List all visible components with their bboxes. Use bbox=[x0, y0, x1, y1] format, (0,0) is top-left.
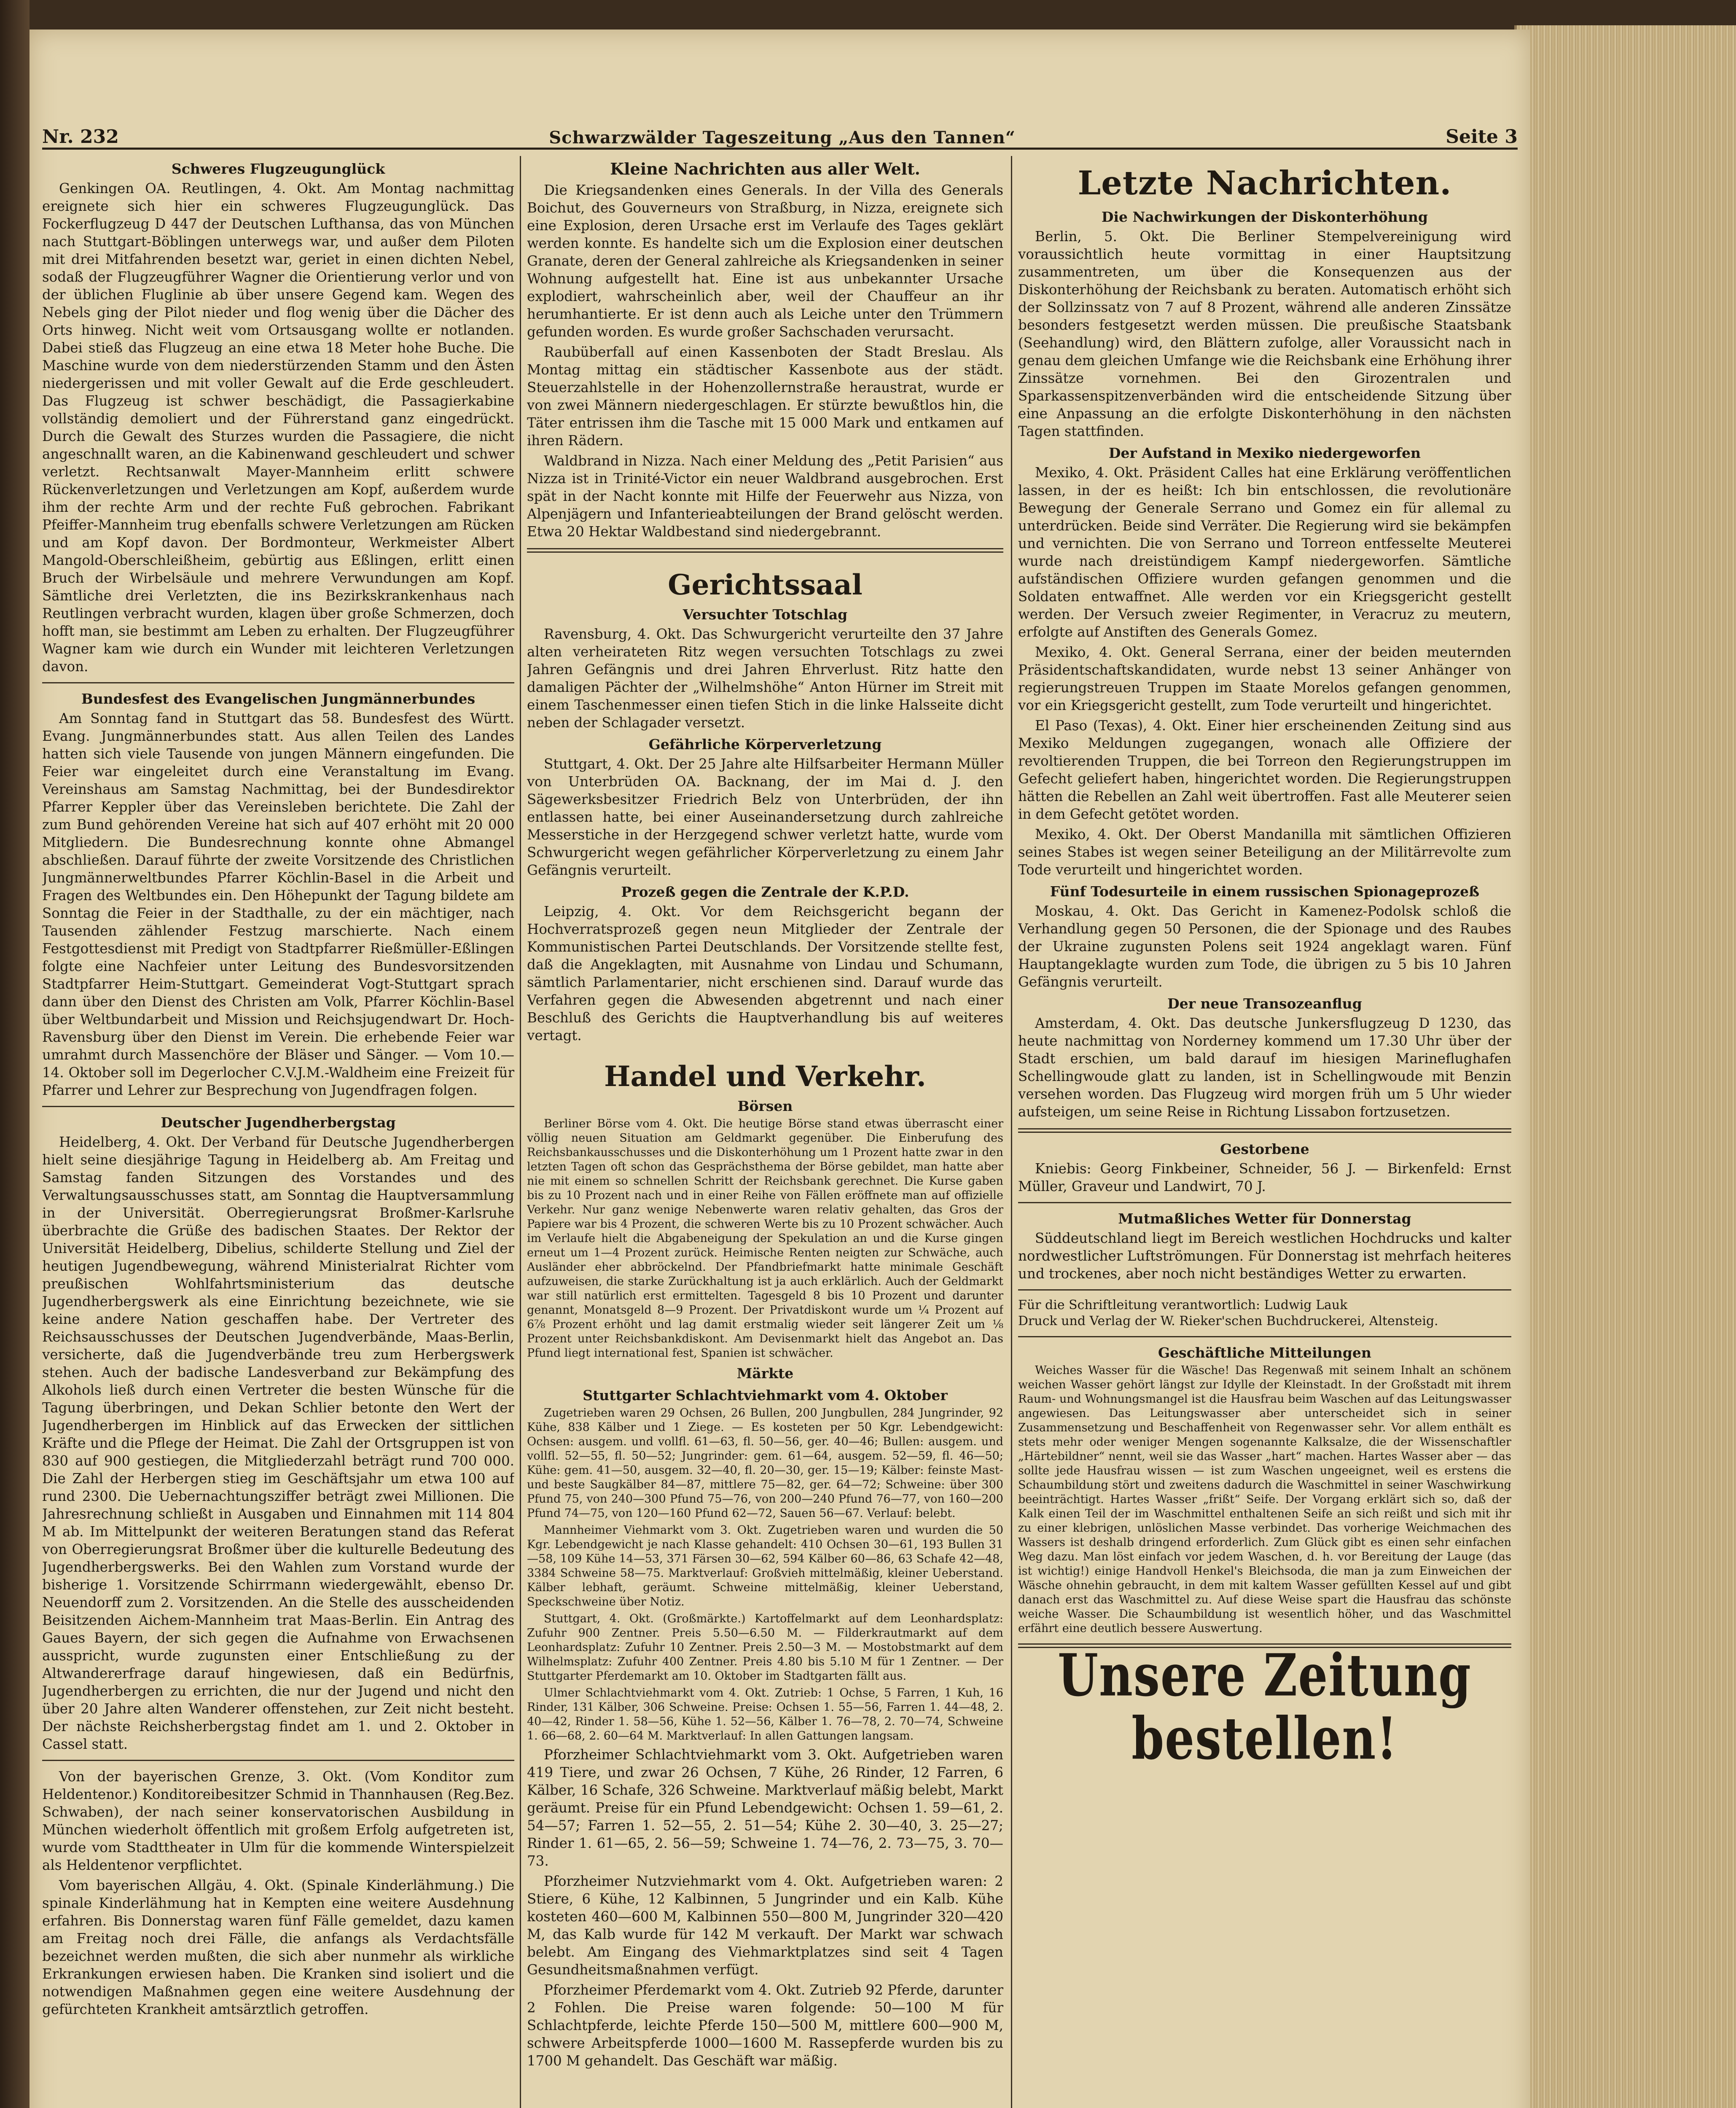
divider bbox=[527, 548, 1003, 553]
section-title: Handel und Verkehr. bbox=[604, 1060, 926, 1093]
article-text: Mexiko, 4. Okt. Präsident Calles hat eine Erklärung veröffentlichen lassen, in der es heißt: Ich bin entschlossen, die revolutionäre Bewegung der Generale Serrano und Gomez ein für allemal zu unterdrücken. Beide sind Verräter. Die Regierung wird sie bekämpfen und vernichten. Die von Serrano und Torreon entfesselte Meuterei wurde nach dreistündigem Kampf niedergeworfen. Sämtliche aufständischen Offiziere wurden gefangen genommen und die Soldaten entwaffnet. Alle werden vor ein Kriegsgericht gestellt werden. Der Versuch zweier Regimenter, in Veracruz zu meutern, erfolgte auf Anstiften des Generals Gomez. bbox=[1018, 465, 1511, 640]
page-number: Seite 3 bbox=[1446, 126, 1518, 148]
page-header bbox=[42, 118, 1518, 150]
article-text: Pforzheimer Pferdemarkt vom 4. Okt. Zutrieb 92 Pferde, darunter 2 Fohlen. Die Preise waren folgende: 50—100 M für Schlachtpferde, leichte Pferde 150—500 M, mittlere 600—900 M, schwere Arbeitspferde 1000—1600 M. Rassepferde wurden bis zu 1700 M gehandelt. Das Geschäft war mäßig. bbox=[527, 1982, 1003, 2069]
article-title: Gefährliche Körperverletzung bbox=[648, 736, 882, 753]
article-title: Deutscher Jugendherbergstag bbox=[161, 1114, 396, 1131]
column-3 bbox=[1018, 156, 1511, 2108]
article-text: Genkingen OA. Reutlingen, 4. Okt. Am Montag nachmittag ereignete sich hier ein schweres Flugzeugunglück. Das Fockerflugzeug D 447 der Deutschen Lufthansa, das von München nach Stuttgart-Böblingen unterwegs war, und außer dem Piloten mit drei Mitfahrenden besetzt war, geriet in einen dichten Nebel, sodaß der Flugzeugführer Wagner die Orientierung verlor und von der üblichen Fluglinie ab über unsere Gegend kam. Wegen des Nebels ging der Pilot nieder und flog wenig über die Dächer des Orts hinweg. Nicht weit vom Ortsausgang wollte er notlanden. Dabei stieß das Flugzeug an eine etwa 18 Meter hohe Buche. Die Maschine wurde von dem niederstürzenden Stamm und den Ästen niedergerissen und mit voller Gewalt auf die Erde geschleudert. Das Flugzeug ist schwer beschädigt, die Passagierkabine vollständig demoliert und der Führerstand ganz eingedrückt. Durch die Gewalt des Sturzes wurden die Passagiere, die nicht angeschnallt waren, an die Kabinenwand geschleudert und schwer verletzt. Rechtsanwalt Mayer-Mannheim erlitt schwere Rückenverletzungen und Verletzungen am Kopf, außerdem wurde ihm der rechte Arm und der rechte Fuß gebrochen. Fabrikant Pfeiffer-Mannheim trug ebenfalls schwere Verletzungen am Rücken und am Kopf davon. Der Bordmonteur, Werkmeister Albert Mangold-Oberschleißheim, gebürtig aus Eßlingen, erlitt einen Bruch der Wirbelsäule und mehrere Verwundungen am Kopf. Sämtliche drei Verletzten, die ins Bezirkskrankenhaus nach Reutlingen verbracht wurden, klagen über große Schmerzen, doch hofft man, sie bestimmt am Leben zu erhalten. Der Flugzeugführer Wagner kam wie durch ein Wunder mit leichteren Verletzungen davon. bbox=[42, 180, 514, 675]
newspaper-title: Schwarzwälder Tageszeitung „Aus den Tannen“ bbox=[549, 128, 1016, 148]
weather-text: Süddeutschland liegt im Bereich westlichen Hochdrucks und kalter nordwestlicher Luftströmungen. Für Donnerstag ist mehrfach heiteres und trockenes, aber noch nicht beständiges Wetter zu erwarten. bbox=[1018, 1230, 1511, 1282]
article-text: Pforzheimer Schlachtviehmarkt vom 3. Okt. Aufgetrieben waren 419 Tiere, und zwar 26 Ochsen, 7 Kühe, 26 Rinder, 12 Farren, 6 Kälber, 16 Schafe, 326 Schweine. Marktverlauf mäßig belebt, Markt geräumt. Preise für ein Pfund Lebendgewicht: Ochsen 1. 59—61, 2. 54—57; Farren 1. 52—55, 2. 51—54; Kühe 2. 30—40, 3. 25—27; Rinder 1. 61—65, 2. 56—59; Schweine 1. 74—76, 2. 73—75, 3. 70—73. bbox=[527, 1747, 1003, 1869]
imprint-line: Druck und Verlag der W. Rieker'schen Buchdruckerei, Altensteig. bbox=[1018, 1314, 1438, 1328]
article-text: Weiches Wasser für die Wäsche! Das Regenwaß mit seinem Inhalt an schönem weichen Wasser gehört längst zur Idylle der Kleinstadt. In der Großstadt mit ihrem Raum- und Wohnungsmangel ist die Hausfrau beim Waschen auf das Leitungswasser angewiesen. Das Leitungswasser aber unterscheidet sich in seiner Zusammensetzung und Beschaffenheit von Regenwasser sehr. Vor allem enthält es stets mehr oder weniger Mengen sogenannte Kalksalze, die der Wissenschaftler „Härtebildner“ nennt, weil sie das Wasser „hart“ machen. Hartes Wasser aber — das sollte jede Hausfrau wissen — ist zum Waschen ungeeignet, weil es erstens die Schaumbildung stört und zweitens dadurch die Waschmittel in seiner Waschwirkung beeinträchtigt. Hartes Wasser „frißt“ Seife. Der Vorgang erklärt sich so, daß der Kalk einen Teil der im Waschmittel enthaltenen Seife an sich reißt und sich mit ihr zu einer klebrigen, unlöslichen Masse verbindet. Das vorherige Weichmachen des Wassers ist deshalb dringend erforderlich. Zum Glück gibt es einen sehr einfachen Weg dazu. Man löst einfach vor jedem Waschen, d. h. vor Bereitung der Lauge (das ist wichtig!) einige Handvoll Henkel's Bleichsoda, die man ja zum Einweichen der Wäsche ohnehin gebraucht, in dem mit kaltem Wasser gefüllten Kessel auf und gibt danach erst das Waschmittel zu. Auf diese Weise spart die Hausfrau das schönste weiche Wasser. Die Schaumbildung ist wesentlich höher, und das Waschmittel erfährt eine deutlich bessere Auswertung. bbox=[1018, 1364, 1511, 1635]
imprint-line: Für die Schriftleitung verantwortlich: Ludwig Lauk bbox=[1018, 1298, 1348, 1312]
article-text: Mexiko, 4. Okt. Der Oberst Mandanilla mit sämtlichen Offizieren seines Stabes ist wegen seiner Beteiligung an der Militärrevolte zum Tode verurteilt und hingerichtet worden. bbox=[1018, 826, 1511, 878]
article-title: Der Aufstand in Mexiko niedergeworfen bbox=[1108, 445, 1421, 461]
article-title: Die Nachwirkungen der Diskonterhöhung bbox=[1101, 209, 1428, 225]
article-text: Mannheimer Viehmarkt vom 3. Okt. Zugetrieben waren und wurden die 50 Kgr. Lebendgewicht je nach Klasse gehandelt: 410 Ochsen 30—61, 193 Bullen 31—58, 109 Kühe 14—53, 371 Färsen 30—62, 594 Kälber 60—86, 63 Schafe 42—48, 3384 Schweine 58—75. Marktverlauf: Großvieh mittelmäßig, kleiner Ueberstand. Kälber lebhaft, geräumt. Schweine mittelmäßig, kleiner Ueberstand, Speckschweine über Notiz. bbox=[527, 1524, 1003, 1608]
article-title: Stuttgarter Schlachtviehmarkt vom 4. Oktober bbox=[583, 1387, 948, 1404]
article-title: Börsen bbox=[737, 1098, 793, 1114]
divider bbox=[1018, 1128, 1511, 1133]
column-rule bbox=[1011, 156, 1012, 2108]
article-text: Am Sonntag fand in Stuttgart das 58. Bundesfest des Württ. Evang. Jungmännerbundes statt. Aus allen Teilen des Landes hatten sich viele Tausende von jungen Männern eingefunden. Die Feier war eingeleitet durch eine Veranstaltung im Evang. Vereinshaus am Samstag Nachmittag, bei der Bundesdirektor Pfarrer Keppler über das Vereinsleben berichtete. Die Zahl der zum Bund gehörenden Vereine hat sich auf 407 erhöht mit 20 000 Mitgliedern. Die Bundesrechnung konnte ohne Abmangel abschließen. Darauf führte der zweite Vorsitzende des Christlichen Jungmännerweltbundes Pfarrer Köchlin-Basel in die Arbeit und Fragen des Weltbundes ein. Den Höhepunkt der Tagung bildete am Sonntag die Feier in der Stadthalle, zu der ein mächtiger, nach Tausenden zählender Festzug marschierte. Nach einem Festgottesdienst mit Predigt von Stadtpfarrer Rießmüller-Eßlingen folgte eine Nachfeier unter Leitung des Bundesvorsitzenden Stadtpfarrer Heim-Stuttgart. Gemeinderat Vogt-Stuttgart sprach dann über den Dienst des Christen am Volk, Pfarrer Köchlin-Basel über Weltbundarbeit und Mission und Reichsjugendwart Dr. Hoch-Ravensburg über den Dienst im Verein. Die erhebende Feier war umrahmt durch Massenchöre der Bläser und Sänger. — Vom 10.—14. Oktober soll im Degerlocher C.V.J.M.-Waldheim eine Freizeit für Pfarrer und Lehrer zur Besprechung von Jugendfragen folgen. bbox=[42, 710, 514, 1098]
article-text: Amsterdam, 4. Okt. Das deutsche Junkersflugzeug D 1230, das heute nachmittag von Norderney kommend um 17.30 Uhr über der Stadt erschien, um bald darauf im hiesigen Marineflughafen Schellingwoude glatt zu landen, ist in Schellingwoude mit Benzin versehen worden. Das Flugzeug wird morgen früh um 5 Uhr wieder aufsteigen, um seine Reise in Richtung Lissabon fortzusetzen. bbox=[1018, 1015, 1511, 1120]
divider bbox=[42, 682, 514, 683]
newspaper-page bbox=[30, 30, 1530, 2108]
column-2 bbox=[527, 156, 1003, 2108]
issue-number: Nr. 232 bbox=[42, 126, 119, 148]
section-title: Kleine Nachrichten aus aller Welt. bbox=[610, 159, 920, 178]
article-text: Vom bayerischen Allgäu, 4. Okt. (Spinale Kinderlähmung.) Die spinale Kinderlähmung hat in Kempten eine weitere Ausdehnung erfahren. Bis Donnerstag waren fünf Fälle gemeldet, dazu kamen am Freitag noch drei Fälle, die anfangs als Verdachtsfälle bezeichnet werden mußten, die sich aber nunmehr als wirkliche Erkrankungen erwiesen haben. Die Kranken sind isoliert und die notwendigen Maßnahmen gegen eine weitere Ausdehnung der gefürchteten Krankheit amtsärztlich getroffen. bbox=[42, 1877, 514, 2017]
obituary-text: Kniebis: Georg Finkbeiner, Schneider, 56 J. — Birkenfeld: Ernst Müller, Graveur und Landwirt, 70 J. bbox=[1018, 1161, 1511, 1194]
scan-edge-left bbox=[0, 0, 30, 2108]
article-text: Leipzig, 4. Okt. Vor dem Reichsgericht begann der Hochverratsprozeß gegen neun Mitglieder der Zentrale der Kommunistischen Partei Deutschlands. Der Vorsitzende stellte fest, daß die Angeklagten, mit Ausnahme von Lindau und Schumann, sämtlich Parlamentarier, nicht erschienen sind. Darauf wurde das Verfahren gegen die Abwesenden abgetrennt und nach einer Beschluß des Gerichts die Hauptverhandlung bis auf weiteres vertagt. bbox=[527, 903, 1003, 1043]
article-text: El Paso (Texas), 4. Okt. Einer hier erscheinenden Zeitung sind aus Mexiko Meldungen zugegangen, wonach alle Offiziere der revoltierenden Truppen, die bei Torreon den Regierungstruppen im Gefecht geliefert haben, hingerichtet worden. Die Regierungstruppen hätten die Rebellen an Zahl weit übertroffen. Fast alle Meuterer seien in dem Gefecht getötet worden. bbox=[1018, 718, 1511, 822]
article-text: Ravensburg, 4. Okt. Das Schwurgericht verurteilte den 37 Jahre alten verheirateten Ritz wegen versuchten Totschlags zu zwei Jahren Gefängnis und drei Jahren Ehrverlust. Ritz hatte den damaligen Pächter der „Wilhelmshöhe“ Anton Hürner im Streit mit einem Taschenmesser einen tiefen Stich in die linke Halsseite dicht neben der Schlagader versetzt. bbox=[527, 626, 1003, 731]
article-text: Zugetrieben waren 29 Ochsen, 26 Bullen, 200 Jungbullen, 284 Jungrinder, 92 Kühe, 838 Kälber und 1 Ziege. — Es kosteten per 50 Kgr. Lebendgewicht: Ochsen: ausgem. und vollfl. 61—63, fl. 50—56, ger. 40—46; Bullen: ausgem. und vollfl. 52—55, fl. 50—52; Jungrinder: gem. 61—64, ausgem. 52—59, fl. 46—50; Kühe: gem. 41—50, ausgem. 32—40, fl. 20—30, ger. 15—19; Kälber: feinste Mast- und beste Saugkälber 84—87, mittlere 75—82, ger. 64—72; Schweine: über 300 Pfund 75, von 240—300 Pfund 75—76, von 200—240 Pfund 76—77, von 160—200 Pfund 74—75, von 120—160 Pfund 62—72, Sauen 56—67. Verlauf: belebt. bbox=[527, 1406, 1003, 1520]
article-title: Geschäftliche Mitteilungen bbox=[1158, 1344, 1371, 1361]
article-title: Bundesfest des Evangelischen Jungmännerbundes bbox=[81, 691, 476, 707]
article-text: Moskau, 4. Okt. Das Gericht in Kamenez-Podolsk schloß die Verhandlung gegen 50 Personen, die der Spionage und des Raubes der Ukraine zugunsten Polens seit 1924 angeklagt waren. Fünf Hauptangeklagte wurden zum Tode, die übrigen zu 5 bis 10 Jahren Gefängnis verurteilt. bbox=[1018, 903, 1511, 990]
divider bbox=[1018, 1289, 1511, 1291]
article-title: Schweres Flugzeugunglück bbox=[171, 161, 385, 177]
article-text: Berlin, 5. Okt. Die Berliner Stempelvereinigung wird voraussichtlich heute vormittag in einer Hauptsitzung zusammentreten, um über die Konsequenzen aus der Diskonterhöhung der Reichsbank zu beraten. Automatisch erhöht sich der Sollzinssatz von 7 auf 8 Prozent, während alle anderen Zinssätze besonders festgesetzt werden müssen. Die preußische Staatsbank (Seehandlung) wird, den Blättern zufolge, aller Voraussicht nach in genau dem gleichen Umfange wie die Reichsbank eine Erhöhung ihrer Zinssätze vornehmen. Bei den Girozentralen und Sparkassenspitzenverbänden wird die entscheidende Sitzung über eine Anpassung an die erfolgte Diskonterhöhung in den nächsten Tagen stattfinden. bbox=[1018, 229, 1511, 439]
section-title: Gerichtssaal bbox=[668, 568, 863, 601]
article-text: Ulmer Schlachtviehmarkt vom 4. Okt. Zutrieb: 1 Ochse, 5 Farren, 1 Kuh, 16 Rinder, 131 Kälber, 306 Schweine. Preise: Ochsen 1. 55—56, Farren 1. 44—48, 2. 40—42, Rinder 1. 58—56, Kühe 1. 52—56, Kälber 1. 76—78, 2. 70—74, Schweine 1. 66—68, 2. 60—64 M. Marktverlauf: In allen Gattungen langsam. bbox=[527, 1686, 1003, 1742]
article-text: Pforzheimer Nutzviehmarkt vom 4. Okt. Aufgetrieben waren: 2 Stiere, 6 Kühe, 12 Kalbinnen, 5 Jungrinder und ein Kalb. Kühe kosteten 460—600 M, Kalbinnen 550—800 M, Jungrinder 320—420 M, das Kalb wurde für 142 M verkauft. Der Markt war schwach belebt. Am Eingang des Viehmarktplatzes sind seit 4 Tagen Gesundheitsmaßnahmen verfügt. bbox=[527, 1873, 1003, 1978]
article-title: Mutmaßliches Wetter für Donnerstag bbox=[1118, 1210, 1411, 1227]
article-title: Der neue Transozeanflug bbox=[1167, 995, 1362, 1012]
article-text: Raubüberfall auf einen Kassenboten der Stadt Breslau. Als Montag mittag ein städtischer Kassenbote aus der städt. Steuerzahlstelle in der Hohenzollernstraße heraustrat, wurde er von zwei Männern niedergeschlagen. Er stürzte bewußtlos hin, die Täter entrissen ihm die Tasche mit 15 000 Mark und entkamen auf ihren Rädern. bbox=[527, 344, 1003, 449]
divider bbox=[42, 1760, 514, 1761]
divider bbox=[1018, 1202, 1511, 1203]
article-text: Heidelberg, 4. Okt. Der Verband für Deutsche Jugendherbergen hielt seine diesjährige Tagung in Heidelberg ab. Am Freitag und Samstag fanden Sitzungen des Vorstandes und des Verwaltungsausschusses statt, am Sonntag die Hauptversammlung in der Universität. Oberregierungsrat Broßmer-Karlsruhe überbrachte die Grüße des badischen Staates. Der Rektor der Universität Heidelberg, Dibelius, schilderte Stellung und Ziel der heutigen Jugendbewegung, während Ministerialrat Richter vom preußischen Wohlfahrtsministerium das deutsche Jugendherbergswerk als eine Einrichtung bezeichnete, wie sie keine andere Nation geschaffen habe. Der Vertreter des Reichsausschusses der Deutschen Jugendverbände, Maas-Berlin, versicherte, daß die Jugendverbände treu zum Herbergswerk stehen. Auch der badische Landesverband zur Bekämpfung des Alkohols ließ durch einen Vertreter die besten Wünsche für die Tagung überbringen, und Dekan Schlier betonte den Wert der Jugendherbergen im Hinblick auf das Erwecken der sittlichen Kräfte und die Pflege der Heimat. Die Zahl der Ortsgruppen ist von 830 auf 900 gestiegen, die Mitgliederzahl beträgt rund 700 000. Die Zahl der Herbergen stieg im Geschäftsjahr um etwa 100 auf rund 2300. Die Uebernachtungsziffer beträgt zwei Millionen. Die Jahresrechnung schließt in Ausgaben und Einnahmen mit 114 804 M ab. Im Mittelpunkt der weiteren Beratungen stand das Referat von Oberregierungsrat Broßmer über die kulturelle Bedeutung des Jugendherbergswerks. Bei den Wahlen zum Vorstand wurde der bisherige 1. Vorsitzende Schirrmann wiedergewählt, ebenso Dr. Neuendorff zum 2. Vorsitzenden. An die Stelle des ausscheidenden Beisitzenden Aichem-Mannheim trat Maas-Berlin. Ein Antrag des Gaues Bayern, der sich gegen die Aufnahme von Erwachsenen ausspricht, wurde zugunsten einer Entschließung zu der Altwandererfrage darauf hingewiesen, daß ein Bedürfnis, Jugendherbergen zu errichten, die nur der Jugend und nicht den über 20 Jahre alten Wanderer offenstehen, zur Zeit nicht besteht. Der nächste Reichsherbergstag findet am 1. und 2. Oktober in Cassel statt. bbox=[42, 1134, 514, 1752]
divider bbox=[42, 1106, 514, 1107]
article-title: Fünf Todesurteile in einem russischen Spionageprozeß bbox=[1050, 883, 1480, 900]
column-1 bbox=[42, 156, 514, 2108]
article-title: Gestorbene bbox=[1220, 1141, 1309, 1157]
article-title: Prozeß gegen die Zentrale der K.P.D. bbox=[621, 884, 909, 900]
article-text: Waldbrand in Nizza. Nach einer Meldung des „Petit Parisien“ aus Nizza ist in Trinité-Victor ein neuer Waldbrand ausgebrochen. Erst spät in der Nacht konnte mit Hilfe der Feuerwehr aus Nizza, von Alpenjägern und Infanterieabteilungen der Brand gelöscht werden. Etwa 20 Hektar Waldbestand sind niedergebrannt. bbox=[527, 453, 1003, 540]
article-text: Stuttgart, 4. Okt. Der 25 Jahre alte Hilfsarbeiter Hermann Müller von Unterbrüden OA. Backnang, der im Mai d. J. den Sägewerksbesitzer Friedrich Belz von Unterbrüden, der ihn entlassen hatte, bei einer Auseinandersetzung durch zahlreiche Messerstiche in der Herzgegend schwer verletzt hatte, wurde vom Schwurgericht wegen gefährlicher Körperverletzung zu einem Jahr Gefängnis verurteilt. bbox=[527, 756, 1003, 878]
article-title: Versuchter Totschlag bbox=[683, 606, 848, 623]
divider bbox=[1018, 1336, 1511, 1337]
article-text: Mexiko, 4. Okt. General Serrana, einer der beiden meuternden Präsidentschaftskandidaten, wurde nebst 13 seiner Anhänger von regierungstreuen Truppen im Staate Morelos gefangen genommen, vor ein Kriegsgericht gestellt, zum Tode verurteilt und hingerichtet. bbox=[1018, 644, 1511, 713]
article-text: Berliner Börse vom 4. Okt. Die heutige Börse stand etwas überrascht einer völlig neuen Situation am Geldmarkt gegenüber. Die Einberufung des Reichsbankausschusses und die Diskonterhöhung um 1 Prozent hatte zwar in den letzten Tagen oft schon das Gesprächsthema der Börse gebildet, man hatte aber nie mit einem so schnellen Schritt der Reichsbank gerechnet. Die Kurse gaben bis zu 10 Prozent nach und in einer Reihe von Fällen eröffnete man auf offizielle Verkehr. Nur ganz wenige Nebenwerte waren relativ gehalten, das Gros der Papiere war bis 4 Prozent, die schweren Werte bis zu 10 Prozent schwächer. Auch im Verlaufe hielt die Abgabeneigung der Spekulation an und die Kurse gingen erneut um 1—4 Prozent zurück. Heimische Renten neigten zur Schwäche, auch Ausländer eher abbröckelnd. Der Pfandbriefmarkt hatte minimale Geschäft aufzuweisen, die starke Zurückhaltung ist ja auch erklärlich. Auch der Geldmarkt war still natürlich erst ermittelten. Tagesgeld 8 bis 10 Prozent und darunter genannt, Monatsgeld 8—9 Prozent. Der Privatdiskont wurde um ¼ Prozent auf 6⅞ Prozent erhöht und lag damit erstmalig wieder seit längerer Zeit um ⅛ Prozent unter Reichsbankdiskont. Am Devisenmarkt hielt das Angebot an. Das Pfund liegt international fest, Spanien ist schwächer. bbox=[527, 1117, 1003, 1360]
section-title: Letzte Nachrichten. bbox=[1078, 164, 1452, 202]
article-text: Von der bayerischen Grenze, 3. Okt. (Vom Konditor zum Heldentenor.) Konditoreibesitzer Schmid in Thannhausen (Reg.Bez. Schwaben), der nach seiner konservatorischen Ausbildung in München wiederholt öffentlich mit großem Erfolg aufgetreten ist, wurde vom Stadttheater in Ulm für die kommende Winterspielzeit als Heldentenor verpflichtet. bbox=[42, 1769, 514, 1873]
column-rule bbox=[520, 156, 521, 2108]
subscription-banner: Unsere Zeitung bestellen! bbox=[1058, 1641, 1472, 1772]
book-page-edges bbox=[1514, 25, 1736, 2108]
article-text: Die Kriegsandenken eines Generals. In der Villa des Generals Boichut, des Gouverneurs von Straßburg, in Nizza, ereignete sich eine Explosion, deren Ursache erst im Verlaufe des Tages geklärt werden konnte. Es handelte sich um die Explosion einer deutschen Granate, deren der General zahlreiche als Kriegsandenken in seiner Wohnung aufgestellt hat. Eine ist aus unbekannter Ursache explodiert, wahrscheinlich aber, weil der Chauffeur an ihr herumhantierte. Er ist denn auch als Leiche unter den Trümmern gefunden worden. Es wurde großer Sachschaden verursacht. bbox=[527, 182, 1003, 340]
article-text: Stuttgart, 4. Okt. (Großmärkte.) Kartoffelmarkt auf dem Leonhardsplatz: Zufuhr 900 Zentner. Preis 5.50—6.50 M. — Filderkrautmarkt auf dem Leonhardsplatz: Zufuhr 10 Zentner. Preis 2.50—3 M. — Mostobstmarkt auf dem Wilhelmsplatz: Zufuhr 400 Zentner. Preis 4.80 bis 5.10 M für 1 Zentner. — Der Stuttgarter Pferdemarkt am 10. Oktober im Stadtgarten fällt aus. bbox=[527, 1612, 1003, 1683]
article-title: Märkte bbox=[736, 1365, 794, 1382]
